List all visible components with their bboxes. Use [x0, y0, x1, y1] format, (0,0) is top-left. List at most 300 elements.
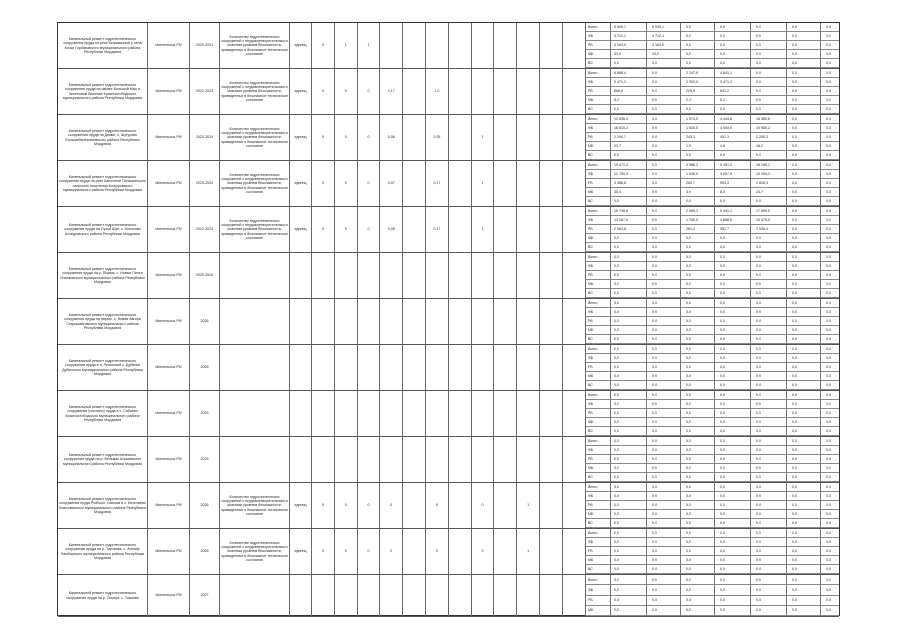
- source-label: ВС: [588, 337, 593, 341]
- source-label: МБ: [588, 236, 594, 240]
- financing-value: 0,0: [686, 521, 691, 525]
- financing-value: 0,0: [756, 393, 761, 397]
- financing-row: [586, 170, 839, 179]
- financing-value: 0,0: [614, 531, 619, 535]
- financing-value: 0,0: [826, 43, 831, 47]
- financing-value: 0,0: [720, 494, 725, 498]
- source-label: МБ: [588, 98, 594, 102]
- financing-value: 0,0: [686, 587, 691, 592]
- financing-value: 0,0: [614, 402, 619, 406]
- financing-value: 0,0: [756, 411, 761, 415]
- financing-value: 0,0: [792, 328, 797, 332]
- financing-value: 0,0: [686, 393, 691, 397]
- financing-value: 0,0: [792, 466, 797, 470]
- financing-value: 0,0: [826, 126, 831, 130]
- indicator-value: 1: [335, 23, 358, 68]
- financing-value: 0,0: [826, 264, 831, 268]
- financing-value: 0,0: [652, 577, 657, 582]
- financing-value: 0,0: [686, 291, 691, 295]
- financing-value: 0,0: [792, 199, 797, 203]
- financing-value: 451,3: [720, 135, 729, 139]
- financing-value: 0,0: [826, 89, 831, 93]
- financing-value: 0,0: [614, 245, 619, 249]
- financing-value: 0,0: [826, 383, 831, 387]
- financing-value: 0,0: [826, 365, 831, 369]
- indicator-value: [403, 345, 426, 390]
- financing-value: 0,0: [756, 365, 761, 369]
- financing-value: 0,0: [792, 43, 797, 47]
- financing-value: 0,0: [792, 61, 797, 65]
- financing-value: 0,0: [720, 549, 725, 553]
- source-label: ВС: [588, 153, 593, 157]
- financing-value: 12 836,9: [614, 117, 628, 121]
- column-divider: [714, 345, 715, 390]
- source-label: ФБ: [588, 126, 594, 130]
- executor-cell: Минсельхоз РМ: [148, 345, 190, 390]
- financing-value: 0,0: [756, 43, 761, 47]
- unit-cell: единиц: [290, 529, 312, 574]
- financing-value: 0,0: [826, 236, 831, 240]
- indicator-value: [563, 529, 586, 574]
- indicator-value: [380, 299, 403, 344]
- indicator-value: [403, 529, 426, 574]
- column-divider: [714, 299, 715, 344]
- financing-value: 0,0: [720, 411, 725, 415]
- financing-value: 0,0: [756, 71, 761, 75]
- indicator-value: [449, 161, 472, 206]
- financing-value: 0,0: [756, 255, 761, 259]
- financing-value: 0,0: [652, 89, 657, 93]
- activity-name: Капитальный ремонт гидротехнического сооружения пруда на р. Тарханка, с. Атемар Лямбирского муниципального района Республики Мордовия: [58, 529, 148, 574]
- financing-value: 0,0: [720, 301, 725, 305]
- financing-value: 0,0: [652, 420, 657, 424]
- financing-value: 351,7: [720, 227, 729, 231]
- financing-value: 0,0: [686, 598, 691, 603]
- financing-value: 0,0: [826, 163, 831, 167]
- financing-row: [586, 510, 839, 519]
- financing-value: 0,0: [826, 34, 831, 38]
- financing-value: 0,0: [826, 457, 831, 461]
- indicator-value: 0: [335, 483, 358, 528]
- column-divider: [646, 161, 647, 206]
- indicator-value: [494, 253, 517, 298]
- financing-value: 0,0: [720, 347, 725, 351]
- financing-value: 0,0: [720, 43, 725, 47]
- financing-value: 0,0: [720, 153, 725, 157]
- indicator-value: [517, 161, 540, 206]
- financing-value: 0,0: [756, 540, 761, 544]
- indicator-value: 0: [312, 483, 335, 528]
- unit-cell: [290, 575, 312, 616]
- financing-value: 0,0: [756, 52, 761, 56]
- indicator-value: [472, 345, 495, 390]
- source-label: ВС: [588, 429, 593, 433]
- column-divider: [646, 253, 647, 298]
- financing-value: 3 986,3: [686, 163, 698, 167]
- financing-value: 4 000,0: [720, 126, 732, 130]
- indicator-value: [449, 299, 472, 344]
- financing-value: 0,0: [792, 273, 797, 277]
- financing-value: 0,0: [756, 521, 761, 525]
- indicator-value: [563, 69, 586, 114]
- indicator-value: 0: [358, 483, 381, 528]
- financing-row: [586, 115, 839, 124]
- financing-value: 0,0: [826, 485, 831, 489]
- financing-value: 0,0: [756, 98, 761, 102]
- indicator-value: 0: [472, 483, 495, 528]
- financing-value: 0,0: [720, 521, 725, 525]
- indicator-value: [494, 161, 517, 206]
- unit-cell: [290, 345, 312, 390]
- financing-value: 0,0: [826, 80, 831, 84]
- years-cell: 2020-2021: [190, 23, 220, 68]
- financing-value: 0,0: [614, 448, 619, 452]
- indicator-value: [494, 23, 517, 68]
- financing-row: [586, 59, 839, 68]
- indicator-value: [426, 299, 449, 344]
- indicator-value: [358, 299, 381, 344]
- executor-cell: Минсельхоз РМ: [148, 299, 190, 344]
- column-divider: [750, 23, 751, 68]
- financing-value: 0,0: [686, 531, 691, 535]
- financing-value: 0,0: [720, 255, 725, 259]
- financing-value: 0,0: [792, 107, 797, 111]
- financing-value: 0,0: [652, 107, 657, 111]
- indicator-value: 0: [335, 529, 358, 574]
- financing-value: 0,0: [756, 89, 761, 93]
- financing-value: 0,0: [826, 310, 831, 314]
- years-cell: 2023-2024: [190, 115, 220, 160]
- financing-value: 0,0: [826, 402, 831, 406]
- financing-value: 0,0: [652, 540, 657, 544]
- financing-value: 2 528,4: [756, 227, 768, 231]
- indicator-value: [335, 391, 358, 436]
- financing-row: [586, 234, 839, 243]
- indicator-value: [563, 483, 586, 528]
- executor-cell: Минсельхоз РМ: [148, 391, 190, 436]
- financing-value: 0,0: [792, 429, 797, 433]
- column-divider: [786, 69, 787, 114]
- indicator-value: 1: [517, 529, 540, 574]
- financing-value: 0,0: [756, 402, 761, 406]
- financing-value: 0,0: [720, 61, 725, 65]
- financing-value: 0,0: [826, 172, 831, 176]
- financing-value: 0,0: [792, 512, 797, 516]
- financing-row: [586, 105, 839, 114]
- financing-value: 0,0: [652, 608, 657, 613]
- financing-value: 3,9: [686, 190, 691, 194]
- indicator-value: [540, 207, 563, 252]
- financing-value: 0,0: [720, 236, 725, 240]
- financing-value: 15 479,0: [756, 218, 770, 222]
- activity-name: Капитальный ремонт гидротехнического сооружения пруда на р. Пичеуа, с. Токмово: [58, 575, 148, 616]
- indicator-value: 0: [312, 529, 335, 574]
- financing-value: 2 200,3: [756, 135, 768, 139]
- financing-value: 0,0: [792, 374, 797, 378]
- column-divider: [680, 23, 681, 68]
- indicator-value: 1: [472, 115, 495, 160]
- financing-value: 0,0: [652, 190, 657, 194]
- indicator-value: [426, 437, 449, 482]
- indicator-value: 1: [472, 207, 495, 252]
- financing-value: 0,0: [792, 153, 797, 157]
- financing-value: 0,0: [792, 608, 797, 613]
- source-label: Всего: [588, 25, 598, 29]
- financing-value: 0,0: [652, 153, 657, 157]
- financing-value: 0,0: [614, 411, 619, 415]
- source-label: ФБ: [588, 494, 594, 498]
- column-divider: [820, 207, 821, 252]
- financing-value: 0,0: [826, 71, 831, 75]
- financing-value: 2 194,7: [614, 135, 626, 139]
- financing-value: 0,0: [686, 429, 691, 433]
- financing-value: 0,0: [792, 485, 797, 489]
- financing-value: 0,0: [686, 374, 691, 378]
- financing-value: 0,0: [720, 383, 725, 387]
- financing-value: 0,0: [826, 61, 831, 65]
- column-divider: [820, 345, 821, 390]
- financing-value: 0,0: [792, 383, 797, 387]
- source-label: ВС: [588, 521, 593, 525]
- activity-name: Капитальный ремонт гидротехнического сооружения пруда на р. Вельмак Атяшевского муниципального района Республики Мордовия: [58, 437, 148, 482]
- indicator-value: [540, 69, 563, 114]
- source-label: МБ: [588, 420, 594, 424]
- source-label: МБ: [588, 52, 594, 56]
- financing-value: 0,0: [792, 411, 797, 415]
- financing-value: 5 545,1: [652, 25, 664, 29]
- financing-value: 0,0: [686, 319, 691, 323]
- indicator-cell: [220, 391, 290, 436]
- indicator-value: 0: [358, 161, 381, 206]
- source-label: Всего: [588, 163, 598, 167]
- indicator-value: [403, 299, 426, 344]
- financing-value: 0,0: [652, 172, 657, 176]
- financing-value: 0,0: [652, 356, 657, 360]
- financing-value: 0,0: [756, 549, 761, 553]
- column-divider: [646, 483, 647, 528]
- financing-value: 0,0: [792, 577, 797, 582]
- financing-value: 12 759,9: [614, 172, 628, 176]
- financing-value: 0,0: [826, 107, 831, 111]
- financing-value: 1,9: [686, 144, 691, 148]
- financing-row: [586, 32, 839, 41]
- indicator-value: [449, 345, 472, 390]
- financing-value: 0,0: [756, 264, 761, 268]
- indicator-value: [472, 23, 495, 68]
- financing-value: 0,0: [720, 466, 725, 470]
- financing-value: 0,0: [686, 439, 691, 443]
- financing-value: 0,0: [614, 282, 619, 286]
- column-divider: [786, 207, 787, 252]
- table-row: [58, 253, 839, 299]
- financing-value: 16 615,2: [614, 126, 628, 130]
- financing-value: 0,0: [756, 531, 761, 535]
- financing-value: 0,0: [614, 549, 619, 553]
- column-divider: [820, 529, 821, 574]
- financing-value: 0,0: [792, 52, 797, 56]
- financing-row: [586, 69, 839, 78]
- financing-row: [586, 437, 839, 446]
- program-table: [57, 22, 840, 616]
- unit-cell: [290, 299, 312, 344]
- financing-value: 0,0: [792, 34, 797, 38]
- financing-value: 0,0: [826, 598, 831, 603]
- financing-value: 0,0: [720, 429, 725, 433]
- financing-value: 0,0: [652, 457, 657, 461]
- indicator-value: [540, 529, 563, 574]
- financing-value: 0,0: [756, 475, 761, 479]
- financing-row: [586, 372, 839, 381]
- financing-value: 0,0: [792, 531, 797, 535]
- years-cell: 2025-2026: [190, 253, 220, 298]
- financing-row: [586, 41, 839, 50]
- indicator-value: 0: [335, 69, 358, 114]
- financing-value: 0,0: [792, 301, 797, 305]
- indicator-value: [517, 23, 540, 68]
- column-divider: [786, 437, 787, 482]
- indicator-value: 0: [426, 529, 449, 574]
- executor-cell: Минсельхоз РМ: [148, 69, 190, 114]
- financing-value: 0,0: [756, 429, 761, 433]
- indicator-value: [426, 575, 449, 616]
- executor-cell: Минсельхоз РМ: [148, 437, 190, 482]
- years-cell: 2027: [190, 575, 220, 616]
- indicator-value: [563, 161, 586, 206]
- executor-cell: Минсельхоз РМ: [148, 207, 190, 252]
- financing-value: 0,0: [756, 107, 761, 111]
- financing-value: 3 471,2: [720, 80, 732, 84]
- financing-row: [586, 299, 839, 308]
- financing-row: [586, 78, 839, 87]
- table-row: [58, 207, 839, 253]
- financing-value: 0,0: [614, 521, 619, 525]
- indicator-value: [540, 483, 563, 528]
- source-label: ВС: [588, 61, 593, 65]
- unit-cell: единиц: [290, 483, 312, 528]
- financing-value: 0,0: [652, 236, 657, 240]
- financing-value: 0,0: [720, 52, 725, 56]
- financing-value: 0,0: [720, 448, 725, 452]
- column-divider: [680, 391, 681, 436]
- indicator-value: [563, 253, 586, 298]
- column-divider: [680, 161, 681, 206]
- years-cell: 2022-2024: [190, 207, 220, 252]
- indicator-value: 0: [312, 115, 335, 160]
- financing-value: 0,0: [826, 319, 831, 323]
- financing-value: 0,0: [652, 328, 657, 332]
- indicator-value: [380, 391, 403, 436]
- indicator-value: [540, 23, 563, 68]
- financing-value: 0,0: [792, 98, 797, 102]
- source-label: Всего: [588, 255, 598, 259]
- financing-value: 0,0: [826, 503, 831, 507]
- financing-value: 0,0: [826, 531, 831, 535]
- financing-value: 0,0: [826, 25, 831, 29]
- indicator-value: [449, 207, 472, 252]
- financing-value: 0,0: [826, 549, 831, 553]
- financing-row: [586, 179, 839, 188]
- financing-value: 0,0: [686, 273, 691, 277]
- indicator-value: [380, 575, 403, 616]
- column-divider: [786, 253, 787, 298]
- financing-row: [586, 455, 839, 464]
- indicator-value: [494, 115, 517, 160]
- source-label: РБ: [588, 549, 593, 553]
- activity-name: Капитальный ремонт гидротехнического сооружения пруда на реке Шепотной Паньшинского сельского поселения Кочкуровского муниципального района Республики Мордовия: [58, 161, 148, 206]
- source-label: РБ: [588, 181, 593, 185]
- indicator-value: [380, 253, 403, 298]
- financing-value: 0,0: [652, 567, 657, 571]
- column-divider: [820, 23, 821, 68]
- indicator-value: [449, 575, 472, 616]
- financing-value: 0,0: [826, 255, 831, 259]
- financing-value: 0,0: [686, 549, 691, 553]
- financing-value: 0,0: [792, 181, 797, 185]
- financing-value: 0,0: [614, 577, 619, 582]
- financing-value: 0,0: [686, 383, 691, 387]
- financing-row: [586, 547, 839, 556]
- source-label: МБ: [588, 374, 594, 378]
- column-divider: [820, 391, 821, 436]
- financing-value: 0,0: [686, 448, 691, 452]
- financing-value: 0,0: [686, 558, 691, 562]
- financing-value: 0,0: [720, 567, 725, 571]
- financing-value: 0,0: [652, 255, 657, 259]
- indicator-value: [540, 391, 563, 436]
- financing-value: 0,0: [652, 199, 657, 203]
- financing-row: [586, 418, 839, 427]
- indicator-value: [472, 299, 495, 344]
- activity-name: Капитальный ремонт гидротехнического сооружения пруда в п. Ленинский с. Дубенки Дубенского муниципального района Республики Мордовия: [58, 345, 148, 390]
- financing-value: 10 354,2: [756, 172, 770, 176]
- financing-value: 0,0: [686, 567, 691, 571]
- financing-value: 0,0: [686, 540, 691, 544]
- indicator-value: [312, 437, 335, 482]
- financing-value: 0,0: [614, 383, 619, 387]
- column-divider: [820, 575, 821, 616]
- financing-value: 0,0: [826, 439, 831, 443]
- financing-value: 0,0: [826, 540, 831, 544]
- column-divider: [714, 207, 715, 252]
- financing-row: [586, 427, 839, 436]
- indicator-value: [403, 69, 426, 114]
- column-divider: [786, 345, 787, 390]
- financing-value: 0,0: [686, 347, 691, 351]
- indicator-cell: [220, 575, 290, 616]
- financing-value: 0,0: [614, 512, 619, 516]
- financing-value: 13 167,0: [614, 218, 628, 222]
- table-row: [58, 437, 839, 483]
- indicator-value: [335, 345, 358, 390]
- financing-value: 23,7: [756, 190, 763, 194]
- indicator-value: 1: [517, 483, 540, 528]
- financing-row: [586, 317, 839, 326]
- financing-value: 0,0: [720, 485, 725, 489]
- indicator-value: [426, 391, 449, 436]
- column-divider: [610, 529, 611, 574]
- financing-value: 0,0: [652, 135, 657, 139]
- financing-value: 2 828,3: [756, 181, 768, 185]
- source-label: Всего: [588, 485, 598, 489]
- years-cell: 2025: [190, 437, 220, 482]
- indicator-value: [426, 345, 449, 390]
- financing-value: 0,0: [686, 457, 691, 461]
- indicator-value: [403, 115, 426, 160]
- financing-value: 0,0: [686, 236, 691, 240]
- executor-cell: Минсельхоз РМ: [148, 161, 190, 206]
- column-divider: [786, 483, 787, 528]
- financing-row: [586, 188, 839, 197]
